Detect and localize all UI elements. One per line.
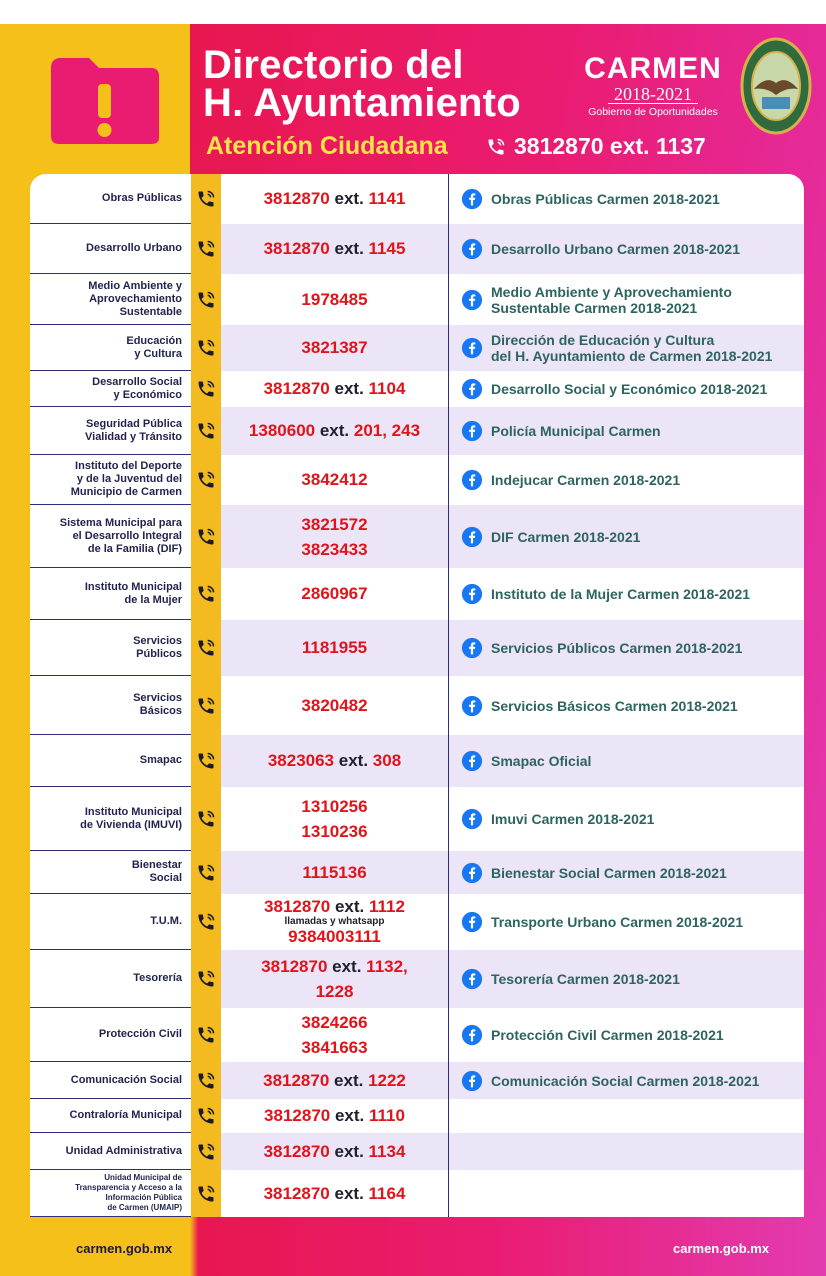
phone-line <box>261 954 408 979</box>
hotline-number: 3812870 ext. 1137 <box>514 133 706 159</box>
phone-icon-cell <box>191 851 221 894</box>
table-row <box>30 851 804 894</box>
department-name <box>30 568 191 620</box>
phone-icon <box>196 290 216 310</box>
facebook-page-link <box>449 1099 804 1133</box>
phone-icon-cell <box>191 455 221 505</box>
phone-main-number: 3812870 <box>264 897 331 916</box>
phone-main-number: 3821572 <box>301 514 368 534</box>
facebook-icon <box>461 583 483 605</box>
facebook-page-link[interactable] <box>449 851 804 894</box>
facebook-page-link[interactable] <box>449 174 804 224</box>
phone-main-number: 3821387 <box>301 338 368 357</box>
department-label: Servicios Públicos <box>133 634 182 660</box>
phone-icon <box>196 1025 216 1045</box>
department-name <box>30 735 191 787</box>
phone-extension: 1104 <box>368 379 406 398</box>
phone-icon <box>196 809 216 829</box>
phone-extension: 201, 243 <box>353 421 421 440</box>
logo-tagline: Gobierno de Oportunidades <box>588 106 718 118</box>
facebook-page-link[interactable] <box>449 371 804 407</box>
phone-main-number: 3842412 <box>301 470 368 489</box>
facebook-page-name: Obras Públicas Carmen 2018-2021 <box>491 191 720 207</box>
table-row <box>30 274 804 325</box>
phone-ext-label: ext. <box>338 751 369 770</box>
phone-ext-label: ext. <box>319 421 350 440</box>
table-row <box>30 894 804 950</box>
department-label: Seguridad Pública Vialidad y Tránsito <box>85 417 182 443</box>
phone-icon-cell <box>191 325 221 371</box>
facebook-page-link[interactable] <box>449 568 804 620</box>
table-row <box>30 1133 804 1170</box>
phone-main-number: 3812870 <box>264 1106 331 1125</box>
table-row <box>30 1170 804 1217</box>
department-name <box>30 224 191 274</box>
department-label: Instituto Municipal de Vivienda (IMUVI) <box>80 805 182 831</box>
department-label: Desarrollo Social y Económico <box>92 375 182 401</box>
department-label: Sistema Municipal para el Desarrollo Integral de la Familia (DIF) <box>59 516 182 555</box>
phone-icon <box>196 189 216 209</box>
facebook-icon <box>461 469 483 491</box>
folder-alert-icon <box>47 54 163 146</box>
phone-second-number: 3841663 <box>301 1038 368 1057</box>
facebook-page-name: Transporte Urbano Carmen 2018-2021 <box>491 914 744 930</box>
phone-number[interactable] <box>221 1170 449 1217</box>
facebook-page-link[interactable] <box>449 787 804 851</box>
phone-icon <box>196 969 216 989</box>
phone-main-number: 1181955 <box>301 638 368 657</box>
phone-number[interactable] <box>221 505 449 568</box>
facebook-page-link[interactable] <box>449 407 804 455</box>
department-name <box>30 1008 191 1062</box>
phone-icon-cell <box>191 894 221 950</box>
table-row <box>30 1062 804 1099</box>
phone-main-number: 3823063 <box>267 751 335 770</box>
phone-icon-cell <box>191 568 221 620</box>
phone-number[interactable] <box>221 568 449 620</box>
phone-main-number: 1310256 <box>301 797 368 816</box>
phone-icon <box>196 239 216 259</box>
phone-main-number: 2860967 <box>301 584 368 603</box>
phone-line <box>301 695 367 717</box>
facebook-page-name: Indejucar Carmen 2018-2021 <box>491 472 681 488</box>
phone-main-number: 3820482 <box>301 695 368 715</box>
phone-line <box>301 1010 367 1035</box>
department-name <box>30 851 191 894</box>
phone-line <box>302 637 367 659</box>
phone-icon <box>196 470 216 490</box>
facebook-page-link[interactable] <box>449 505 804 568</box>
phone-line <box>301 289 367 311</box>
facebook-page-name: Tesorería Carmen 2018-2021 <box>491 971 680 987</box>
department-label: T.U.M. <box>150 915 182 927</box>
phone-icon <box>196 527 216 547</box>
facebook-icon <box>461 968 483 990</box>
phone-number[interactable] <box>221 407 449 455</box>
phone-line <box>264 1183 406 1205</box>
facebook-icon <box>461 238 483 260</box>
phone-extension: 1164 <box>368 1183 406 1203</box>
phone-line <box>268 750 401 772</box>
facebook-page-name: Comunicación Social Carmen 2018-2021 <box>491 1072 760 1089</box>
facebook-page-link[interactable] <box>449 894 804 950</box>
phone-extension: 1222 <box>368 1070 406 1090</box>
table-row <box>30 407 804 455</box>
phone-ext-label: ext. <box>334 379 364 398</box>
department-name <box>30 950 191 1008</box>
phone-icon-cell <box>191 1170 221 1217</box>
facebook-icon <box>461 526 483 548</box>
facebook-page-link <box>449 1133 804 1170</box>
department-name <box>30 1099 191 1133</box>
phone-number[interactable] <box>221 174 449 224</box>
phone-icon <box>196 1071 216 1091</box>
phone-extension: 1132, <box>366 957 408 976</box>
phone-ext-label: ext. <box>334 1070 364 1090</box>
table-row <box>30 1099 804 1133</box>
phone-note: llamadas y whatsapp <box>284 916 385 927</box>
phone-number[interactable] <box>221 735 449 787</box>
phone-extension: 308 <box>372 751 402 770</box>
title-line-1: Directorio del <box>203 43 464 87</box>
facebook-page-name: Servicios Básicos Carmen 2018-2021 <box>491 697 738 714</box>
department-label: Tesorería <box>133 972 182 984</box>
phone-icon <box>196 584 216 604</box>
page <box>0 24 826 1276</box>
facebook-icon <box>461 289 483 311</box>
facebook-page-link[interactable] <box>449 735 804 787</box>
phone-icon-cell <box>191 274 221 325</box>
department-name <box>30 1062 191 1099</box>
department-name <box>30 787 191 851</box>
phone-icon <box>196 1184 216 1204</box>
phone-ext-label: ext. <box>334 897 365 916</box>
phone-line <box>301 469 367 491</box>
facebook-page-name: Bienestar Social Carmen 2018-2021 <box>491 864 727 881</box>
phone-main-number: 3812870 <box>263 1141 330 1161</box>
facebook-icon <box>461 862 483 884</box>
phone-line <box>264 188 406 210</box>
facebook-page-name: Medio Ambiente y Aprovechamiento Sustentable Carmen 2018-2021 <box>491 283 732 316</box>
phone-ext-label: ext. <box>334 1106 365 1125</box>
phone-ext-label: ext. <box>334 1183 364 1203</box>
phone-main-number: 3812870 <box>263 189 330 208</box>
phone-icon <box>196 338 216 358</box>
subtitle: Atención Ciudadana <box>206 132 448 160</box>
facebook-page-link[interactable] <box>449 455 804 505</box>
phone-icon <box>196 696 216 716</box>
facebook-page-name: Imuvi Carmen 2018-2021 <box>491 811 655 827</box>
facebook-page-link[interactable] <box>449 950 804 1008</box>
facebook-icon <box>461 808 483 830</box>
phone-line <box>301 794 367 819</box>
phone-icon-cell <box>191 1099 221 1133</box>
department-name <box>30 505 191 568</box>
facebook-page-link[interactable] <box>449 676 804 735</box>
phone-number[interactable] <box>221 1062 449 1099</box>
phone-icon <box>196 638 216 658</box>
phone-number[interactable] <box>221 455 449 505</box>
phone-number[interactable] <box>221 620 449 676</box>
phone-icon <box>196 751 216 771</box>
facebook-page-name: DIF Carmen 2018-2021 <box>491 528 641 545</box>
page-title <box>203 43 521 125</box>
footer-website-left[interactable]: carmen.gob.mx <box>76 1241 173 1256</box>
phone-number[interactable] <box>221 1008 449 1062</box>
phone-line <box>302 862 366 884</box>
facebook-page-name: Instituto de la Mujer Carmen 2018-2021 <box>491 586 751 602</box>
facebook-icon <box>461 695 483 717</box>
facebook-icon <box>461 637 483 659</box>
phone-second-number: 9384003111 <box>288 927 381 946</box>
facebook-page-name: Protección Civil Carmen 2018-2021 <box>491 1027 724 1043</box>
phone-second-number: 1228 <box>315 982 354 1001</box>
facebook-icon <box>461 911 483 933</box>
department-name <box>30 455 191 505</box>
table-row <box>30 325 804 371</box>
facebook-icon <box>461 420 483 442</box>
phone-icon-cell <box>191 1133 221 1170</box>
facebook-page-link[interactable] <box>449 325 804 371</box>
phone-icon-cell <box>191 371 221 407</box>
hotline[interactable] <box>486 133 706 160</box>
phone-extension: 1110 <box>369 1106 405 1125</box>
phone-number[interactable] <box>221 950 449 1008</box>
phone-icon-cell <box>191 224 221 274</box>
department-label: Servicios Básicos <box>133 692 182 717</box>
phone-icon-cell <box>191 620 221 676</box>
department-label: Desarrollo Urbano <box>86 242 182 254</box>
phone-icon-cell <box>191 174 221 224</box>
carmen-logo <box>578 54 728 119</box>
phone-icon <box>196 379 216 399</box>
phone-icon <box>196 1106 216 1126</box>
phone-main-number: 3812870 <box>263 1183 330 1203</box>
facebook-icon <box>461 1024 483 1046</box>
phone-line <box>301 337 367 359</box>
phone-icon <box>196 863 216 883</box>
facebook-icon <box>461 188 483 210</box>
facebook-icon <box>461 337 483 359</box>
facebook-page-name: Desarrollo Urbano Carmen 2018-2021 <box>491 241 740 257</box>
phone-icon-cell <box>191 676 221 735</box>
facebook-page-link[interactable] <box>449 620 804 676</box>
phone-number[interactable] <box>221 1099 449 1133</box>
department-name <box>30 274 191 325</box>
facebook-icon <box>461 1070 483 1092</box>
department-label: Unidad Municipal de Transparencia y Acceso a la Información Pública de Carmen (UMAIP) <box>75 1173 182 1212</box>
phone-number[interactable] <box>221 371 449 407</box>
phone-number[interactable] <box>221 676 449 735</box>
table-row <box>30 787 804 851</box>
department-name <box>30 1133 191 1170</box>
title-line-2: H. Ayuntamiento <box>203 81 521 125</box>
phone-extension: 1145 <box>368 239 406 258</box>
facebook-page-link[interactable] <box>449 274 804 325</box>
table-row <box>30 455 804 505</box>
department-label: Bienestar Social <box>131 859 182 884</box>
phone-line <box>264 1105 405 1127</box>
phone-ext-label: ext. <box>332 957 362 976</box>
phone-main-number: 3812870 <box>263 1070 330 1090</box>
phone-line <box>264 238 406 260</box>
facebook-page-name: Servicios Públicos Carmen 2018-2021 <box>491 640 743 656</box>
phone-line <box>301 583 367 605</box>
phone-main-number: 3812870 <box>263 379 330 398</box>
department-label: Unidad Administrativa <box>65 1144 182 1157</box>
phone-main-number: 3812870 <box>263 239 330 258</box>
phone-main-number: 1380600 <box>248 421 316 440</box>
facebook-page-link[interactable] <box>449 224 804 274</box>
footer-website-right[interactable]: carmen.gob.mx <box>673 1241 770 1256</box>
phone-icon-cell <box>191 787 221 851</box>
department-name <box>30 325 191 371</box>
phone-number[interactable] <box>221 787 449 851</box>
phone-main-number: 3812870 <box>261 957 328 976</box>
department-label: Obras Públicas <box>101 192 182 204</box>
facebook-page-link[interactable] <box>449 1008 804 1062</box>
table-row <box>30 568 804 620</box>
phone-ext-label: ext. <box>334 189 364 208</box>
phone-main-number: 1978485 <box>301 289 368 309</box>
department-label: Instituto Municipal de la Mujer <box>84 580 182 606</box>
department-name <box>30 407 191 455</box>
table-row <box>30 950 804 1008</box>
phone-second-number: 1310236 <box>301 822 368 841</box>
phone-second-number: 3823433 <box>301 539 368 559</box>
facebook-icon <box>461 378 483 400</box>
department-name <box>30 174 191 224</box>
table-row <box>30 174 804 224</box>
phone-number[interactable] <box>221 325 449 371</box>
department-label: Protección Civil <box>98 1028 182 1040</box>
phone-line <box>264 378 406 400</box>
department-label: Contraloría Municipal <box>69 1109 182 1121</box>
phone-icon-cell <box>191 735 221 787</box>
phone-number[interactable] <box>221 1133 449 1170</box>
phone-main-number: 1115136 <box>302 862 367 882</box>
department-label: Smapac <box>139 754 182 766</box>
phone-ext-label: ext. <box>334 1141 364 1161</box>
phone-number[interactable] <box>221 274 449 325</box>
phone-main-number: 3824266 <box>301 1013 368 1032</box>
phone-icon <box>196 1142 216 1162</box>
phone-icon-cell <box>191 1062 221 1099</box>
department-name <box>30 676 191 735</box>
department-name <box>30 1170 191 1217</box>
table-row <box>30 505 804 568</box>
table-row <box>30 620 804 676</box>
department-label: Comunicación Social <box>70 1073 182 1086</box>
phone-extension: 1134 <box>368 1141 406 1161</box>
phone-line <box>263 1070 406 1092</box>
phone-extension: 1141 <box>368 189 406 208</box>
phone-icon-cell <box>191 1008 221 1062</box>
department-name <box>30 894 191 950</box>
phone-ext-label: ext. <box>334 239 364 258</box>
phone-number[interactable] <box>221 851 449 894</box>
department-label: Medio Ambiente y Aprovechamiento Sustentable <box>88 279 182 318</box>
facebook-page-name: Dirección de Educación y Cultura del H. Ayuntamiento de Carmen 2018-2021 <box>491 332 773 364</box>
phone-line <box>249 420 420 442</box>
phone-number[interactable] <box>221 894 449 950</box>
directory-table <box>30 174 804 1217</box>
table-row <box>30 371 804 407</box>
department-label: Educación y Cultura <box>126 334 182 360</box>
phone-icon <box>486 137 506 157</box>
phone-line <box>264 898 405 916</box>
table-row <box>30 676 804 735</box>
facebook-page-name: Policía Municipal Carmen <box>491 423 661 439</box>
table-row <box>30 735 804 787</box>
municipal-seal-icon <box>740 37 812 135</box>
facebook-page-link <box>449 1170 804 1217</box>
department-name <box>30 620 191 676</box>
phone-icon <box>196 912 216 932</box>
logo-years: 2018-2021 <box>608 84 698 104</box>
facebook-page-name: Desarrollo Social y Económico 2018-2021 <box>491 381 768 397</box>
phone-icon-cell <box>191 950 221 1008</box>
phone-extension: 1112 <box>369 897 405 916</box>
table-row <box>30 224 804 274</box>
department-name <box>30 371 191 407</box>
facebook-page-name: Smapac Oficial <box>491 753 592 769</box>
phone-icon-cell <box>191 505 221 568</box>
phone-number[interactable] <box>221 224 449 274</box>
phone-icon <box>196 421 216 441</box>
phone-icon-cell <box>191 407 221 455</box>
phone-line <box>301 512 367 537</box>
facebook-icon <box>461 750 483 772</box>
facebook-page-link[interactable] <box>449 1062 804 1099</box>
department-label: Instituto del Deporte y de la Juventud del Municipio de Carmen <box>70 460 182 498</box>
table-row <box>30 1008 804 1062</box>
logo-name: CARMEN <box>584 52 722 85</box>
phone-line <box>264 1141 406 1163</box>
